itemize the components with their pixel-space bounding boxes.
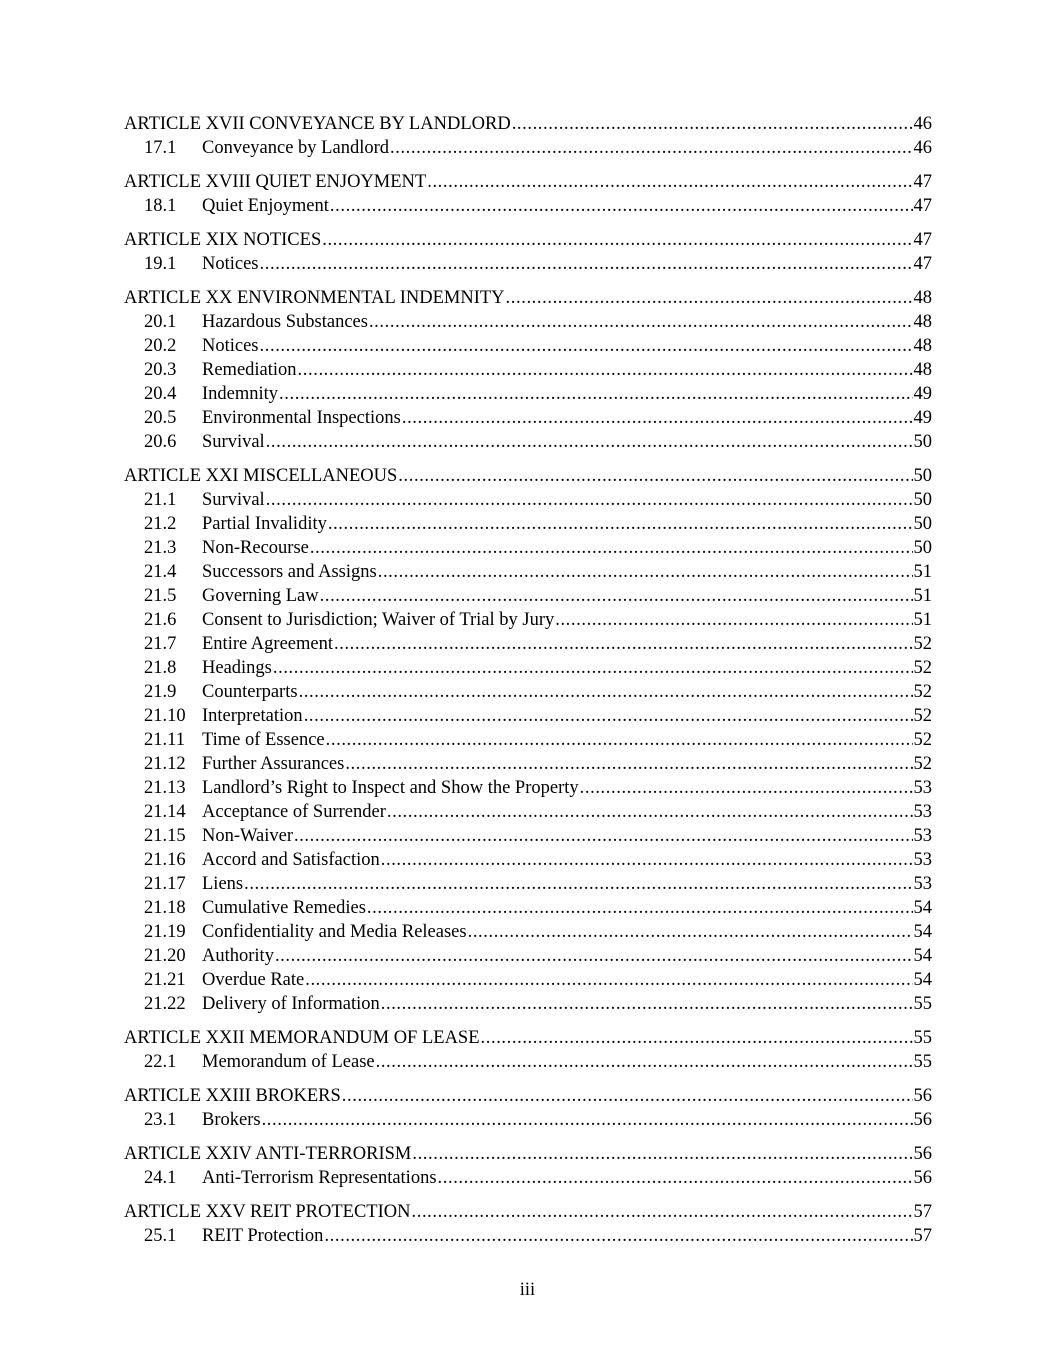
dot-leader xyxy=(262,1108,913,1132)
section-number: 24.1 xyxy=(144,1168,177,1188)
section-number: 21.5 xyxy=(144,586,177,606)
section-page-number: 56 xyxy=(913,1110,932,1130)
dot-leader xyxy=(427,170,912,194)
dot-leader xyxy=(376,1050,913,1074)
section-title: Cumulative Remedies xyxy=(202,898,366,918)
toc-section-entry[interactable] xyxy=(124,656,932,680)
toc-section-entry[interactable] xyxy=(124,1050,932,1074)
section-page-number: 52 xyxy=(913,706,932,726)
section-number: 21.22 xyxy=(144,994,186,1014)
dot-leader xyxy=(512,112,913,136)
toc-section-entry[interactable] xyxy=(124,430,932,454)
dot-leader xyxy=(304,704,913,728)
section-title: Non-Waiver xyxy=(202,826,293,846)
article-page-number: 55 xyxy=(913,1028,932,1048)
section-page-number: 54 xyxy=(913,922,932,942)
dot-leader xyxy=(378,560,913,584)
section-page-number: 50 xyxy=(913,432,932,452)
dot-leader xyxy=(398,464,912,488)
toc-section-entry[interactable] xyxy=(124,680,932,704)
toc-article-entry[interactable] xyxy=(124,1200,932,1224)
toc-section-entry[interactable] xyxy=(124,776,932,800)
dot-leader xyxy=(438,1166,913,1190)
dot-leader xyxy=(381,992,913,1016)
section-page-number: 48 xyxy=(913,336,932,356)
toc-section-entry[interactable] xyxy=(124,608,932,632)
section-number: 21.20 xyxy=(144,946,186,966)
article-title: ARTICLE XVII CONVEYANCE BY LANDLORD xyxy=(124,114,511,134)
dot-leader xyxy=(324,1224,912,1248)
section-number: 21.3 xyxy=(144,538,177,558)
toc-article-entry[interactable] xyxy=(124,286,932,310)
toc-section-entry[interactable] xyxy=(124,1108,932,1132)
section-title: REIT Protection xyxy=(202,1226,324,1246)
section-title: Quiet Enjoyment xyxy=(202,196,329,216)
section-title: Notices xyxy=(202,336,259,356)
section-page-number: 49 xyxy=(913,408,932,428)
article-page-number: 56 xyxy=(913,1086,932,1106)
dot-leader xyxy=(310,536,913,560)
section-title: Entire Agreement xyxy=(202,634,333,654)
section-title: Accord and Satisfaction xyxy=(202,850,380,870)
section-page-number: 47 xyxy=(913,254,932,274)
toc-section-entry[interactable] xyxy=(124,584,932,608)
section-number: 18.1 xyxy=(144,196,177,216)
toc-article-entry[interactable] xyxy=(124,1026,932,1050)
dot-leader xyxy=(322,228,912,252)
section-number: 20.1 xyxy=(144,312,177,332)
section-title: Conveyance by Landlord xyxy=(202,138,389,158)
toc-article-entry[interactable] xyxy=(124,228,932,252)
toc-article-entry[interactable] xyxy=(124,1142,932,1166)
section-page-number: 57 xyxy=(913,1226,932,1246)
dot-leader xyxy=(367,896,913,920)
section-title: Interpretation xyxy=(202,706,303,726)
section-title: Liens xyxy=(202,874,244,894)
article-title: ARTICLE XVIII QUIET ENJOYMENT xyxy=(124,172,427,192)
dot-leader xyxy=(468,920,913,944)
section-page-number: 54 xyxy=(913,970,932,990)
dot-leader xyxy=(506,286,913,310)
dot-leader xyxy=(369,310,913,334)
section-title: Remediation xyxy=(202,360,297,380)
toc-section-entry[interactable] xyxy=(124,334,932,358)
section-page-number: 53 xyxy=(913,826,932,846)
section-page-number: 55 xyxy=(913,1052,932,1072)
dot-leader xyxy=(260,252,913,276)
section-number: 20.4 xyxy=(144,384,177,404)
toc-section-entry[interactable] xyxy=(124,752,932,776)
toc-section-entry[interactable] xyxy=(124,358,932,382)
section-title: Confidentiality and Media Releases xyxy=(202,922,467,942)
section-number: 21.13 xyxy=(144,778,186,798)
section-page-number: 52 xyxy=(913,682,932,702)
toc-section-entry[interactable] xyxy=(124,968,932,992)
dot-leader xyxy=(298,358,913,382)
section-number: 21.7 xyxy=(144,634,177,654)
section-page-number: 53 xyxy=(913,850,932,870)
dot-leader xyxy=(266,430,913,454)
toc-section-entry[interactable] xyxy=(124,136,932,160)
section-number: 21.1 xyxy=(144,490,177,510)
section-number: 23.1 xyxy=(144,1110,177,1130)
section-title: Counterparts xyxy=(202,682,298,702)
section-page-number: 51 xyxy=(913,586,932,606)
section-page-number: 49 xyxy=(913,384,932,404)
section-title: Partial Invalidity xyxy=(202,514,327,534)
section-title: Delivery of Information xyxy=(202,994,380,1014)
section-number: 20.5 xyxy=(144,408,177,428)
toc-section-entry[interactable] xyxy=(124,512,932,536)
section-title: Indemnity xyxy=(202,384,279,404)
section-title: Consent to Jurisdiction; Waiver of Trial by Jury xyxy=(202,610,555,630)
section-page-number: 51 xyxy=(913,562,932,582)
section-page-number: 54 xyxy=(913,946,932,966)
toc-section-entry[interactable] xyxy=(124,824,932,848)
dot-leader xyxy=(402,406,913,430)
toc-section-entry[interactable] xyxy=(124,800,932,824)
section-number: 21.10 xyxy=(144,706,186,726)
section-page-number: 48 xyxy=(913,360,932,380)
dot-leader xyxy=(266,488,913,512)
article-title: ARTICLE XXV REIT PROTECTION xyxy=(124,1202,411,1222)
section-number: 21.11 xyxy=(144,730,185,750)
section-title: Successors and Assigns xyxy=(202,562,377,582)
toc-section-entry[interactable] xyxy=(124,728,932,752)
section-title: Landlord’s Right to Inspect and Show the Property xyxy=(202,778,579,798)
article-page-number: 46 xyxy=(913,114,932,134)
section-page-number: 55 xyxy=(913,994,932,1014)
section-number: 20.3 xyxy=(144,360,177,380)
toc-section-entry[interactable] xyxy=(124,310,932,334)
section-title: Further Assurances xyxy=(202,754,345,774)
section-title: Authority xyxy=(202,946,274,966)
section-page-number: 54 xyxy=(913,898,932,918)
article-title: ARTICLE XXIV ANTI-TERRORISM xyxy=(124,1144,412,1164)
toc-article-entry[interactable] xyxy=(124,170,932,194)
page-number-footer: iii xyxy=(519,1280,536,1300)
section-number: 21.4 xyxy=(144,562,177,582)
article-page-number: 56 xyxy=(913,1144,932,1164)
section-page-number: 53 xyxy=(913,778,932,798)
section-title: Governing Law xyxy=(202,586,319,606)
section-number: 21.8 xyxy=(144,658,177,678)
toc-section-entry[interactable] xyxy=(124,848,932,872)
section-number: 20.6 xyxy=(144,432,177,452)
section-page-number: 56 xyxy=(913,1168,932,1188)
section-number: 21.19 xyxy=(144,922,186,942)
dot-leader xyxy=(412,1200,913,1224)
section-title: Time of Essence xyxy=(202,730,325,750)
section-page-number: 52 xyxy=(913,634,932,654)
section-number: 21.2 xyxy=(144,514,177,534)
section-title: Acceptance of Surrender xyxy=(202,802,386,822)
section-title: Environmental Inspections xyxy=(202,408,401,428)
dot-leader xyxy=(387,800,913,824)
section-title: Hazardous Substances xyxy=(202,312,368,332)
dot-leader xyxy=(412,1142,912,1166)
article-page-number: 47 xyxy=(913,230,932,250)
dot-leader xyxy=(334,632,913,656)
dot-leader xyxy=(481,1026,913,1050)
section-number: 17.1 xyxy=(144,138,177,158)
article-title: ARTICLE XXIII BROKERS xyxy=(124,1086,341,1106)
article-title: ARTICLE XXII MEMORANDUM OF LEASE xyxy=(124,1028,480,1048)
toc-section-entry[interactable] xyxy=(124,896,932,920)
section-page-number: 50 xyxy=(913,538,932,558)
section-number: 19.1 xyxy=(144,254,177,274)
toc-section-entry[interactable] xyxy=(124,194,932,218)
dot-leader xyxy=(273,656,913,680)
section-page-number: 52 xyxy=(913,730,932,750)
table-of-contents xyxy=(124,112,932,1248)
dot-leader xyxy=(555,608,912,632)
section-page-number: 47 xyxy=(913,196,932,216)
section-number: 21.12 xyxy=(144,754,186,774)
dot-leader xyxy=(326,728,913,752)
dot-leader xyxy=(328,512,913,536)
section-title: Brokers xyxy=(202,1110,261,1130)
dot-leader xyxy=(244,872,912,896)
article-title: ARTICLE XIX NOTICES xyxy=(124,230,322,250)
dot-leader xyxy=(330,194,913,218)
dot-leader xyxy=(299,680,913,704)
section-number: 21.6 xyxy=(144,610,177,630)
toc-article-entry[interactable] xyxy=(124,1084,932,1108)
toc-section-entry[interactable] xyxy=(124,560,932,584)
toc-article-entry[interactable] xyxy=(124,112,932,136)
article-title: ARTICLE XXI MISCELLANEOUS xyxy=(124,466,398,486)
toc-section-entry[interactable] xyxy=(124,632,932,656)
article-page-number: 50 xyxy=(913,466,932,486)
section-number: 21.16 xyxy=(144,850,186,870)
section-title: Survival xyxy=(202,432,265,452)
toc-section-entry[interactable] xyxy=(124,536,932,560)
section-title: Anti-Terrorism Representations xyxy=(202,1168,437,1188)
toc-section-entry[interactable] xyxy=(124,1224,932,1248)
dot-leader xyxy=(279,382,912,406)
dot-leader xyxy=(275,944,913,968)
section-page-number: 50 xyxy=(913,490,932,510)
section-page-number: 50 xyxy=(913,514,932,534)
section-number: 21.15 xyxy=(144,826,186,846)
section-title: Survival xyxy=(202,490,265,510)
section-title: Notices xyxy=(202,254,259,274)
section-number: 21.9 xyxy=(144,682,177,702)
section-page-number: 48 xyxy=(913,312,932,332)
dot-leader xyxy=(260,334,913,358)
toc-section-entry[interactable] xyxy=(124,382,932,406)
dot-leader xyxy=(305,968,912,992)
toc-section-entry[interactable] xyxy=(124,406,932,430)
toc-section-entry[interactable] xyxy=(124,252,932,276)
article-page-number: 48 xyxy=(913,288,932,308)
dot-leader xyxy=(320,584,913,608)
section-title: Memorandum of Lease xyxy=(202,1052,375,1072)
section-number: 22.1 xyxy=(144,1052,177,1072)
toc-section-entry[interactable] xyxy=(124,872,932,896)
dot-leader xyxy=(390,136,913,160)
dot-leader xyxy=(345,752,912,776)
section-number: 21.18 xyxy=(144,898,186,918)
section-page-number: 53 xyxy=(913,802,932,822)
section-number: 21.17 xyxy=(144,874,186,894)
section-number: 20.2 xyxy=(144,336,177,356)
section-page-number: 46 xyxy=(913,138,932,158)
section-number: 25.1 xyxy=(144,1226,177,1246)
toc-section-entry[interactable] xyxy=(124,944,932,968)
toc-article-entry[interactable] xyxy=(124,464,932,488)
toc-section-entry[interactable] xyxy=(124,920,932,944)
section-title: Non-Recourse xyxy=(202,538,309,558)
section-page-number: 53 xyxy=(913,874,932,894)
section-page-number: 52 xyxy=(913,658,932,678)
toc-section-entry[interactable] xyxy=(124,992,932,1016)
section-page-number: 52 xyxy=(913,754,932,774)
toc-section-entry[interactable] xyxy=(124,704,932,728)
article-title: ARTICLE XX ENVIRONMENTAL INDEMNITY xyxy=(124,288,505,308)
section-title: Headings xyxy=(202,658,272,678)
dot-leader xyxy=(294,824,913,848)
dot-leader xyxy=(381,848,913,872)
toc-section-entry[interactable] xyxy=(124,488,932,512)
dot-leader xyxy=(580,776,913,800)
section-title: Overdue Rate xyxy=(202,970,305,990)
section-number: 21.14 xyxy=(144,802,186,822)
toc-section-entry[interactable] xyxy=(124,1166,932,1190)
article-page-number: 47 xyxy=(913,172,932,192)
article-page-number: 57 xyxy=(913,1202,932,1222)
section-number: 21.21 xyxy=(144,970,186,990)
dot-leader xyxy=(342,1084,913,1108)
section-page-number: 51 xyxy=(913,610,932,630)
